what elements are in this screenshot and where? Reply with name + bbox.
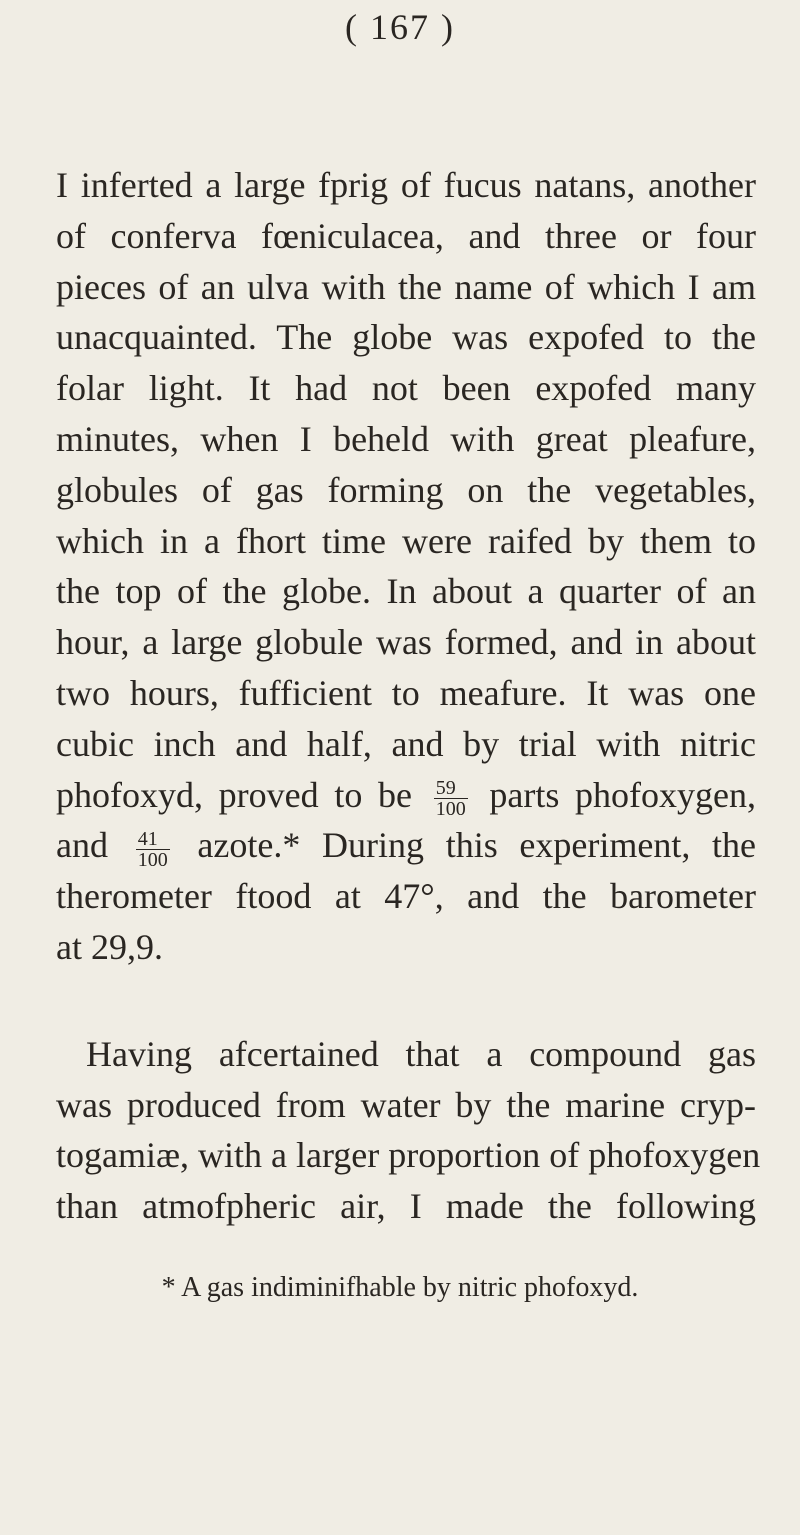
- paragraph-2-line: than atmofpheric air, I made the following: [56, 1186, 756, 1227]
- fraction-numerator: 41: [136, 829, 170, 850]
- paragraph-1-line: hour, a large globule was formed, and in about: [56, 622, 756, 663]
- paragraph-1-line: therometer ftood at 47°, and the barometer: [56, 876, 756, 917]
- fraction-41-100: [136, 829, 170, 870]
- paragraph-1-line: minutes, when I beheld with great pleafure,: [56, 418, 756, 459]
- fraction-denominator: 100: [137, 848, 168, 871]
- paragraph-1-line: which in a fhort time were raifed by them to: [56, 520, 756, 561]
- paragraph-1-line: the top of the globe. In about a quarter of an: [56, 571, 756, 612]
- fraction-denominator: 100: [435, 797, 466, 820]
- fraction-59-100: [434, 778, 468, 819]
- line-text: phofoxyd, proved to be: [56, 774, 412, 815]
- paragraph-1-line: of conferva fœniculacea, and three or four: [56, 215, 756, 256]
- paragraph-2-line: togamiæ, with a larger proportion of phofoxygen: [56, 1135, 761, 1176]
- paragraph-gap: [56, 973, 756, 1029]
- paragraph-1-line: two hours, fufficient to meafure. It was one: [56, 672, 756, 713]
- paragraph-1-line: pieces of an ulva with the name of which I am: [56, 266, 756, 307]
- paragraph-1-line: folar light. It had not been expofed many: [56, 368, 756, 409]
- paragraph-2-line: Having afcertained that a compound gas: [86, 1033, 756, 1074]
- footnote: * A gas indiminifhable by nitric phofoxyd.: [161, 1272, 639, 1303]
- fraction-numerator: 59: [434, 778, 468, 799]
- line-text: and: [56, 825, 108, 866]
- paragraph-1-line: I inferted a large fprig of fucus natans, another: [56, 165, 756, 205]
- paragraph-1-line: cubic inch and half, and by trial with nitric: [56, 723, 756, 764]
- paragraph-1-line-with-fraction: [56, 820, 756, 871]
- paragraph-1-line: unacquainted. The globe was expofed to the: [56, 317, 756, 358]
- paragraph-2-line: was produced from water by the marine cryp-: [56, 1084, 756, 1125]
- paragraph-1-line-with-fraction: [56, 770, 756, 821]
- page-number: ( 167 ): [345, 7, 455, 47]
- paragraph-1-line: at 29,9.: [56, 926, 163, 967]
- line-text: azote.* During this experiment, the: [197, 825, 757, 866]
- line-text: parts phofoxygen,: [489, 774, 757, 815]
- paragraph-1-line: globules of gas forming on the vegetables,: [56, 469, 756, 510]
- body-text: [56, 160, 761, 1232]
